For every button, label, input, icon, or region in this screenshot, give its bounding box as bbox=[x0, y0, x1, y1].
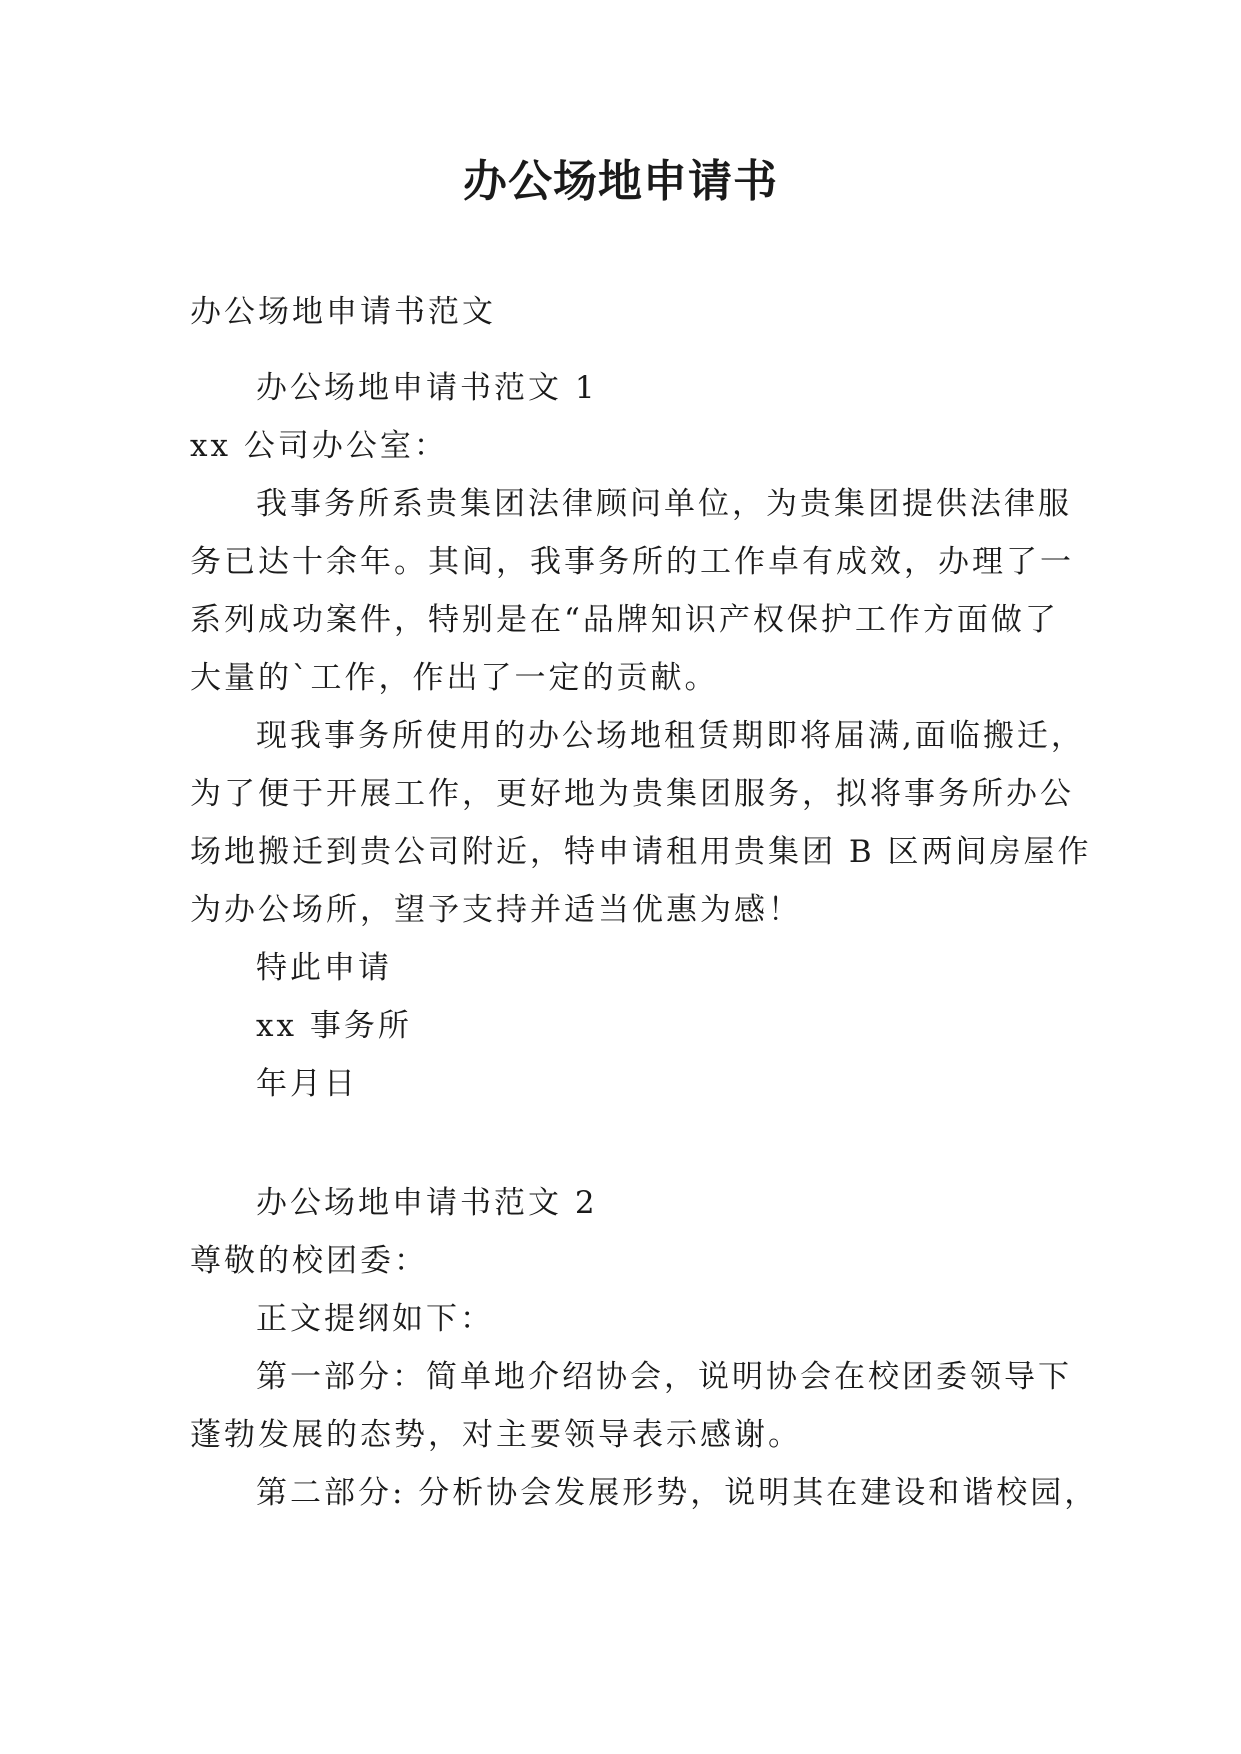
sample1-paragraph1-line: 大量的`工作，作出了一定的贡献。 bbox=[190, 660, 719, 696]
document-title: 办公场地申请书 bbox=[463, 156, 778, 207]
sample1-closing: 特此申请 bbox=[256, 950, 392, 986]
sample1-paragraph2-line: 为了便于开展工作，更好地为贵集团服务，拟将事务所办公 bbox=[190, 776, 1074, 812]
sample2-part1-line: 第一部分：简单地介绍协会，说明协会在校团委领导下 bbox=[256, 1359, 1072, 1395]
sample1-paragraph2-line: 为办公场所，望予支持并适当优惠为感！ bbox=[190, 892, 802, 928]
sample2-section bbox=[190, 1181, 1099, 1529]
sample1-date: 年月日 bbox=[256, 1066, 358, 1102]
sample1-paragraph2-line: 场地搬迁到贵公司附近，特申请租用贵集团 B 区两间房屋作 bbox=[190, 834, 1092, 870]
sample2-part2-line: 第二部分: 分析协会发展形势，说明其在建设和谐校园， bbox=[256, 1475, 1099, 1511]
sample1-salutation: xx 公司办公室： bbox=[190, 428, 448, 464]
sample1-paragraph1-line: 务已达十余年。其间，我事务所的工作卓有成效，办理了一 bbox=[190, 544, 1074, 580]
sample1-paragraph1-line: 我事务所系贵集团法律顾问单位，为贵集团提供法律服 bbox=[256, 486, 1072, 522]
sample2-heading: 办公场地申请书范文 2 bbox=[256, 1185, 598, 1221]
sample1-signature: xx 事务所 bbox=[256, 1008, 412, 1044]
sample1-paragraph1-line: 系列成功案件，特别是在“品牌知识产权保护工作方面做了 bbox=[190, 602, 1059, 638]
sample2-salutation: 尊敬的校团委： bbox=[190, 1243, 428, 1279]
sample1-paragraph2-line: 现我事务所使用的办公场地租赁期即将届满,面临搬迁， bbox=[256, 718, 1085, 754]
sample1-section bbox=[190, 366, 1092, 1120]
sample2-outline: 正文提纲如下： bbox=[256, 1301, 494, 1337]
sample2-part1-line: 蓬勃发展的态势，对主要领导表示感谢。 bbox=[190, 1417, 802, 1453]
sample1-heading: 办公场地申请书范文 1 bbox=[256, 370, 598, 406]
document-subtitle: 办公场地申请书范文 bbox=[190, 294, 496, 330]
